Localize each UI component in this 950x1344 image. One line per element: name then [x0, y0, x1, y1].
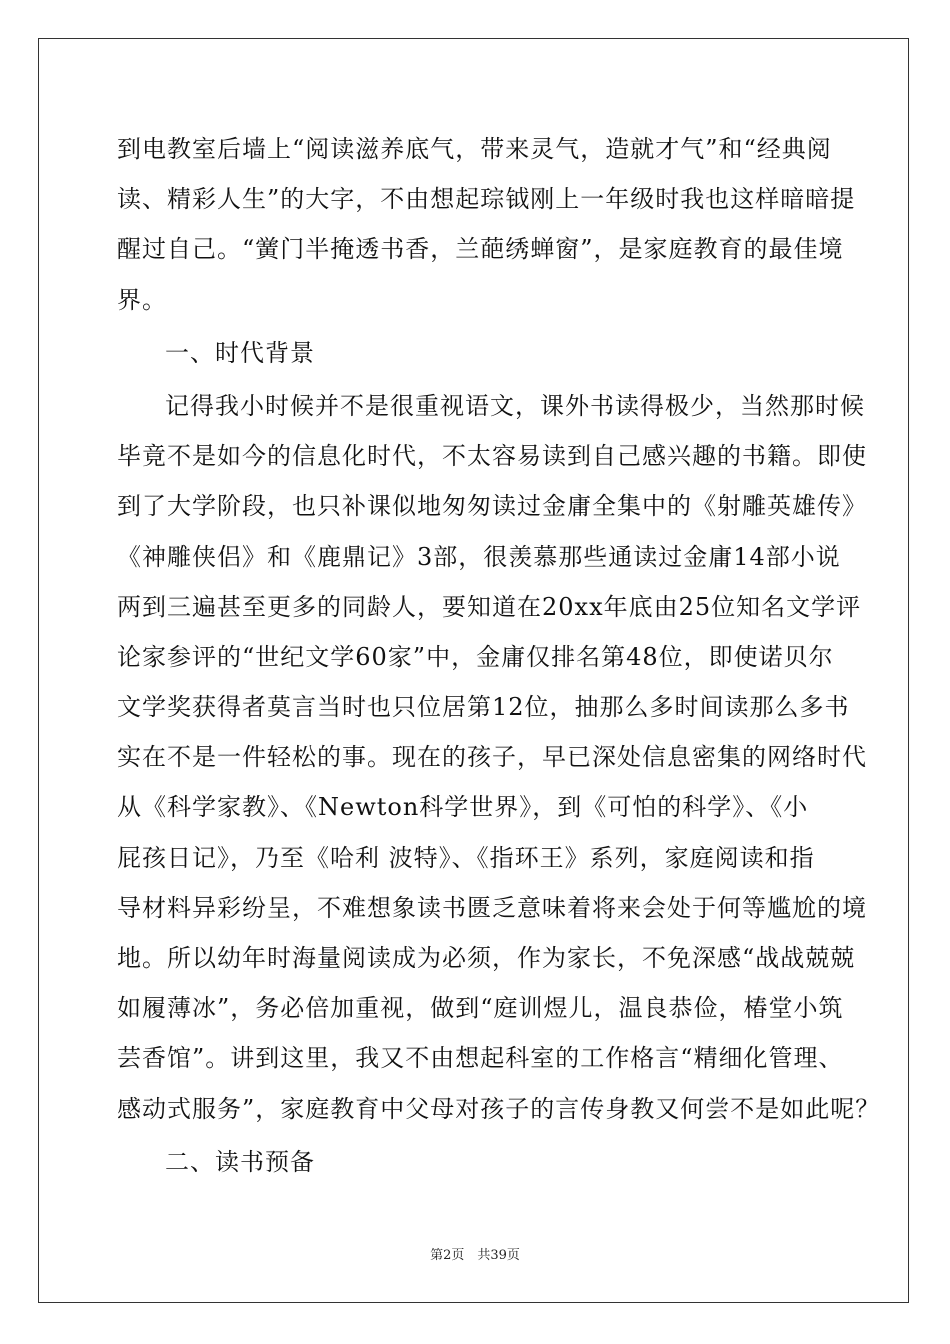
text-line: 到了大学阶段，也只补课似地匆匆读过金庸全集中的《射雕英雄传》: [117, 492, 867, 521]
text-line: 从《科学家教》、《Newton科学世界》，到《可怕的科学》、《小: [117, 793, 809, 822]
text-line: 界。: [117, 285, 167, 314]
text-line: 地。所以幼年时海量阅读成为必须，作为家长，不免深感“战战兢兢: [117, 944, 856, 972]
text-line: 《神雕侠侣》和《鹿鼎记》3部，很羡慕那些通读过金庸14部小说: [117, 542, 841, 571]
text-line: 记得我小时候并不是很重视语文，课外书读得极少，当然那时候: [165, 391, 865, 420]
paragraph: [117, 124, 856, 325]
text-line: 导材料异彩纷呈，不难想象读书匮乏意味着将来会处于何等尴尬的境: [117, 893, 867, 922]
paragraph: [117, 381, 881, 1134]
text-line: 两到三遍甚至更多的同龄人，要知道在20xx年底由25位知名文学评: [117, 592, 862, 621]
page-number: 第2页 共39页: [430, 1248, 520, 1263]
text-line: 芸香馆”。讲到这里，我又不由想起科室的工作格言“精细化管理、: [117, 1044, 844, 1073]
text-line: 文学奖获得者莫言当时也只位居第12位，抽那么多时间读那么多书: [117, 693, 850, 722]
section-heading: 一、时代背景: [165, 338, 315, 367]
section-heading: 二、读书预备: [165, 1147, 315, 1176]
document-body: [117, 124, 881, 1187]
text-line: 到电教室后墙上“阅读滋养底气，带来灵气，造就才气”和“经典阅: [117, 135, 832, 163]
text-line: 屁孩日记》，乃至《哈利 波特》、《指环王》系列，家庭阅读和指: [117, 843, 815, 872]
text-line: 读、精彩人生”的大字，不由想起琮钺刚上一年级时我也这样暗暗提: [117, 185, 856, 214]
text-line: 毕竟不是如今的信息化时代，不太容易读到自己感兴趣的书籍。即使: [117, 442, 867, 471]
text-line: 醒过自己。“黉门半掩透书香，兰葩绣蝉窗”，是家庭教育的最佳境: [117, 235, 844, 264]
text-line: 论家参评的“世纪文学60家”中，金庸仅排名第48位，即使诺贝尔: [117, 642, 834, 671]
text-line: 实在不是一件轻松的事。现在的孩子，早已深处信息密集的网络时代: [117, 743, 867, 772]
text-line: 感动式服务”，家庭教育中父母对孩子的言传身教又何尝不是如此呢？: [117, 1094, 881, 1123]
text-line: 如履薄冰”，务必倍加重视，做到“庭训煜儿，温良恭俭，椿堂小筑: [117, 994, 844, 1023]
